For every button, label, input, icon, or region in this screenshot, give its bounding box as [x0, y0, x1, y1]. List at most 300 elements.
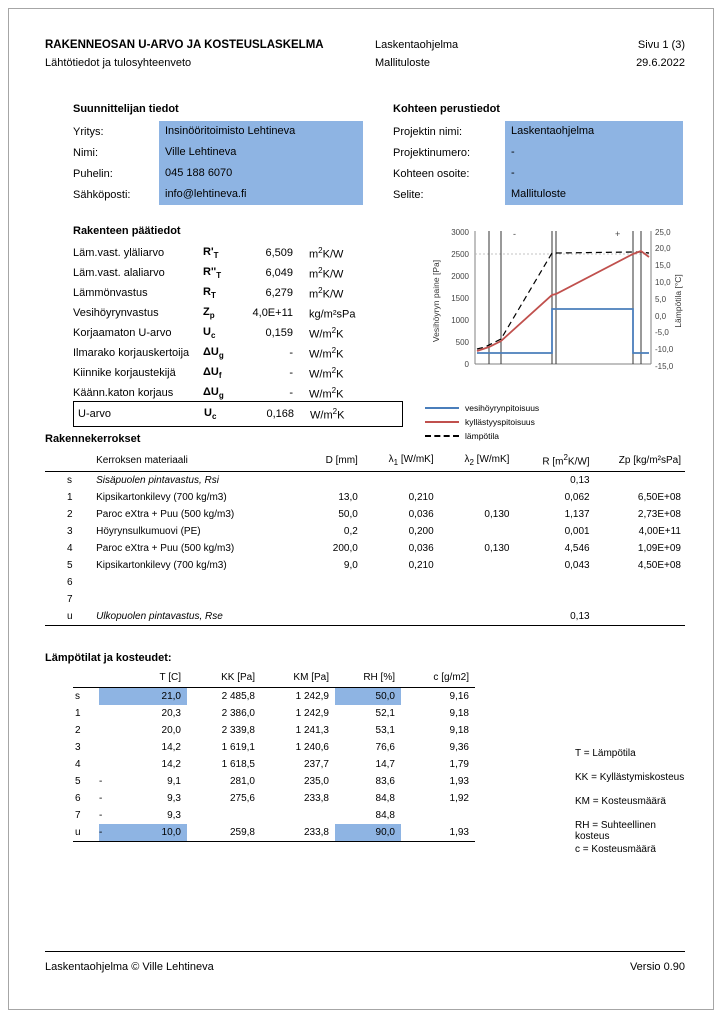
series-lampotila: [477, 252, 649, 349]
col-kk: KK [Pa]: [221, 672, 255, 684]
legend-item-temperature: [425, 429, 687, 443]
col-sign: [99, 670, 121, 688]
row-kk: 2 485,8: [187, 688, 261, 706]
layer-lambda1: [362, 472, 438, 490]
col-index: [73, 670, 99, 688]
row-c: 9,18: [449, 725, 469, 737]
layer-thickness: 50,0: [338, 509, 358, 521]
table-row: [73, 790, 475, 807]
row-index: 5: [75, 776, 81, 788]
row-kk: 2 386,0: [221, 708, 255, 720]
legend-swatch-blue: [425, 407, 459, 409]
row-inverted-roof-correction: [73, 383, 403, 403]
project-description-field[interactable]: Mallituloste: [505, 184, 683, 205]
u-value-value: 0,168: [266, 408, 294, 420]
u-value-symbol: $U_c$: [204, 406, 217, 422]
row-sign: [99, 722, 121, 739]
row-kk: 1 618,5: [221, 759, 255, 771]
row-thermal-resistance: [73, 283, 403, 303]
legend-def-t: T = Lämpötila: [575, 748, 636, 760]
project-info-title: Kohteen perustiedot: [393, 103, 500, 115]
col-thickness: D [mm]: [293, 451, 362, 472]
row-c: 9,36: [449, 742, 469, 754]
table-row: [45, 489, 685, 506]
row-temperature: 9,1: [167, 776, 181, 788]
row-km: [261, 807, 335, 824]
layer-resistance: 0,13: [570, 475, 590, 487]
row-c: 1,93: [401, 824, 475, 842]
table-header-row: [73, 670, 475, 688]
layer-resistance: 0,043: [564, 560, 590, 572]
table-row: [45, 506, 685, 523]
row-temperature: 20,3: [161, 708, 181, 720]
layer-lambda2: 0,130: [484, 543, 510, 555]
chart-plus-sign: +: [615, 229, 621, 239]
table-row: [45, 472, 685, 490]
col-lambda2: $\lambda_2$ [W/mK]: [438, 451, 514, 472]
symbol: $\Delta U_g$: [203, 345, 224, 361]
table-row: [73, 824, 475, 842]
layer-index: 6: [67, 577, 73, 589]
project-number-field[interactable]: -: [505, 142, 683, 163]
document-page: [8, 8, 714, 1010]
value: -: [289, 347, 293, 359]
layers-table: [45, 451, 685, 626]
header-left: [45, 39, 375, 69]
value: 6,049: [265, 267, 293, 279]
layer-lambda2: [438, 591, 514, 608]
legend-item-vapour: [425, 401, 687, 415]
layer-resistance: 0,062: [564, 492, 590, 504]
header-middle: [375, 39, 575, 69]
col-material: Kerroksen materiaali: [92, 451, 293, 472]
row-index: 4: [75, 759, 81, 771]
col-resistance: R $[m^2K/W]$: [513, 451, 593, 472]
layer-lambda1: [362, 574, 438, 591]
layer-thickness: [293, 472, 362, 490]
label: Sähköposti:: [73, 188, 131, 201]
project-row-description: [393, 184, 683, 205]
layer-lambda2: [438, 523, 514, 540]
row-temperature: 10,0: [121, 824, 187, 842]
layer-zp: 4,00E+11: [638, 526, 681, 538]
layer-thickness: [293, 608, 362, 626]
row-km: 1 242,9: [295, 708, 329, 720]
layer-zp: 6,50E+08: [637, 492, 681, 504]
layer-lambda2: [438, 574, 514, 591]
value: 6,509: [265, 247, 293, 259]
layer-thickness: 200,0: [332, 543, 358, 555]
unit: $W/m^2K$: [309, 325, 344, 341]
layers-section: [45, 433, 685, 626]
layer-material: Paroc eXtra + Puu (500 kg/m3): [96, 543, 235, 555]
project-row-address: [393, 163, 683, 184]
document-type: Mallituloste: [375, 57, 431, 69]
symbol: $\Delta U_f$: [203, 365, 222, 381]
layer-lambda1: 0,036: [408, 509, 434, 521]
row-kk: [187, 807, 261, 824]
col-c: c [g/m2]: [433, 672, 469, 684]
chart-svg: [425, 221, 687, 421]
layer-zp: [594, 591, 685, 608]
document-footer: [45, 961, 685, 973]
row-index: u: [73, 824, 99, 842]
layer-boundaries: [489, 231, 641, 364]
symbol: $R'_T$: [203, 245, 219, 261]
row-rh: 84,8: [375, 810, 395, 822]
y-right-axis-title: Lämpötila [°C]: [673, 274, 683, 328]
layer-material: Paroc eXtra + Puu (500 kg/m3): [96, 509, 235, 521]
layer-thickness: [293, 591, 362, 608]
layer-lambda2: [438, 472, 514, 490]
row-c: 9,16: [401, 688, 475, 706]
temperatures-title: Lämpötilat ja kosteudet:: [45, 652, 172, 665]
row-kk: 1 619,1: [221, 742, 255, 754]
row-km: 1 240,6: [295, 742, 329, 754]
y-right-tick: 20,0: [655, 244, 671, 253]
row-kk: 281,0: [229, 776, 255, 788]
row-km: 233,8: [261, 824, 335, 842]
legend-def-kk: KK = Kyllästymiskosteus: [575, 772, 685, 784]
y-right-tick: -10,0: [655, 345, 674, 354]
y-left-tick: 2500: [451, 250, 469, 259]
unit: $m^2K/W$: [309, 245, 344, 261]
row-fastener-correction: [73, 363, 403, 383]
table-row: [45, 574, 685, 591]
name-field[interactable]: Ville Lehtineva: [159, 142, 363, 163]
layer-lambda2: [438, 557, 514, 574]
y-left-tick: 3000: [451, 228, 469, 237]
layer-lambda2: [438, 608, 514, 626]
temperatures-section: [45, 652, 685, 856]
col-lambda1: $\lambda_1$ [W/mK]: [362, 451, 438, 472]
value: -: [289, 387, 293, 399]
row-km: 235,0: [303, 776, 329, 788]
label: Kiinnike korjaustekijä: [73, 367, 176, 379]
row-temperature: 9,3: [167, 793, 181, 805]
row-r-lower: [73, 263, 403, 283]
designer-info: [73, 103, 363, 205]
layer-material: [92, 591, 293, 608]
u-value-unit: $W/m^2K$: [310, 406, 345, 422]
label: Projektin nimi:: [393, 125, 463, 138]
layer-lambda1: [362, 591, 438, 608]
col-temperature: T [C]: [159, 672, 181, 684]
label: Projektinumero:: [393, 146, 471, 159]
table-row: [73, 705, 475, 722]
row-rh: 50,0: [335, 688, 401, 706]
designer-row-email: [73, 184, 363, 205]
layer-resistance: [513, 591, 593, 608]
table-row: [73, 756, 475, 773]
label: Korjaamaton U-arvo: [73, 327, 172, 339]
row-index: s: [73, 688, 99, 706]
row-sign: -: [99, 776, 103, 788]
col-rh: RH [%]: [363, 672, 395, 684]
row-c: 1,93: [449, 776, 469, 788]
layer-index: s: [67, 475, 72, 487]
row-km: 233,8: [303, 793, 329, 805]
layer-lambda2: [438, 489, 514, 506]
layer-zp: [594, 472, 685, 490]
unit: $m^2K/W$: [309, 265, 344, 281]
page-number: Sivu 1 (3): [637, 39, 685, 51]
layer-lambda1: 0,036: [408, 543, 434, 555]
label: Läm.vast. yläliarvo: [73, 247, 165, 259]
legend-def-rh: RH = Suhteellinen kosteus: [575, 820, 656, 843]
row-r-upper: [73, 243, 403, 263]
row-kk: 259,8: [187, 824, 261, 842]
value: 4,0E+11: [252, 307, 293, 319]
row-c: 1,92: [449, 793, 469, 805]
label: Lämmönvastus: [73, 287, 148, 299]
layer-index: 2: [67, 509, 73, 521]
project-row-name: [393, 121, 683, 142]
y-left-tick: 500: [455, 338, 469, 347]
row-c: 9,18: [449, 708, 469, 720]
footer-copyright: Laskentaohjelma © Ville Lehtineva: [45, 961, 214, 973]
table-row: [73, 688, 475, 706]
col-index: [45, 451, 92, 472]
layer-zp: 4,50E+08: [637, 560, 681, 572]
y-right-tick: -5,0: [655, 328, 669, 337]
layer-zp: 2,73E+08: [637, 509, 681, 521]
legend-label: kyllästyyspitoisuus: [465, 417, 535, 427]
structure-main-data: [73, 225, 403, 403]
page-title: RAKENNEOSAN U-ARVO JA KOSTEUSLASKELMA: [45, 39, 324, 51]
y-left-tick: 1500: [451, 294, 469, 303]
project-name-field[interactable]: Laskentaohjelma: [505, 121, 683, 142]
layer-thickness: [293, 574, 362, 591]
label: Käänn.katon korjaus: [73, 387, 174, 399]
row-kk: 275,6: [229, 793, 255, 805]
layer-thickness: 0,2: [343, 526, 358, 538]
u-value-label: U-arvo: [78, 408, 112, 420]
layer-material: [92, 574, 293, 591]
row-kk: 2 339,8: [221, 725, 255, 737]
layer-material: Kipsikartonkilevy (700 kg/m3): [96, 560, 227, 572]
layer-lambda1: 0,210: [408, 560, 434, 572]
designer-row-name: [73, 142, 363, 163]
row-km: 1 242,9: [261, 688, 335, 706]
legend-item-saturation: [425, 415, 687, 429]
table-header-row: [45, 451, 685, 472]
row-rh: 53,1: [375, 725, 395, 737]
symbol: $\Delta U_g$: [203, 385, 224, 401]
label: Läm.vast. alaliarvo: [73, 267, 165, 279]
layers-title: Rakennekerrokset: [45, 433, 141, 445]
row-temperature: 14,2: [161, 742, 181, 754]
row-temperature: 21,0: [121, 688, 187, 706]
legend-label: lämpötila: [465, 431, 500, 441]
project-row-number: [393, 142, 683, 163]
row-index: 6: [75, 793, 81, 805]
legend-swatch-red: [425, 421, 459, 423]
label: Ilmarako korjauskertoija: [73, 347, 190, 359]
layer-index: 4: [67, 543, 73, 555]
legend-label: vesihöyrynpitoisuus: [465, 403, 540, 413]
label: Nimi:: [73, 146, 99, 159]
y-left-tick: 0: [464, 360, 469, 369]
row-index: 3: [75, 742, 81, 754]
info-section: [45, 103, 685, 209]
designer-row-phone: [73, 163, 363, 184]
row-rh: 83,6: [375, 776, 395, 788]
table-row: [73, 722, 475, 739]
col-zp: Zp [kg/m²sPa]: [594, 451, 685, 472]
col-km: KM [Pa]: [293, 672, 329, 684]
symbol: $R''_T$: [203, 265, 222, 281]
program-name: Laskentaohjelma: [375, 39, 459, 51]
y-right-tick: 15,0: [655, 261, 671, 270]
label: Selite:: [393, 188, 424, 201]
row-sign: [99, 756, 121, 773]
row-sign: -: [99, 824, 121, 842]
designer-info-title: Suunnittelijan tiedot: [73, 103, 179, 115]
value: 0,159: [265, 327, 293, 339]
layer-index: 5: [67, 560, 73, 572]
layer-lambda1: [362, 608, 438, 626]
abbreviation-legend: [575, 748, 685, 868]
y-right-tick: 10,0: [655, 278, 671, 287]
y-right-tick: -15,0: [655, 362, 674, 371]
unit: $W/m^2K$: [309, 385, 344, 401]
value: -: [289, 367, 293, 379]
project-address-field[interactable]: -: [505, 163, 683, 184]
y-right-tick: 5,0: [655, 295, 667, 304]
table-row: [45, 523, 685, 540]
document-header: [45, 39, 685, 69]
company-field[interactable]: Insinööritoimisto Lehtineva: [159, 121, 363, 142]
layer-zp: [594, 608, 685, 626]
y-right-tick: 0,0: [655, 312, 667, 321]
row-c: [401, 807, 475, 824]
row-index: 1: [75, 708, 81, 720]
unit: kg/m²sPa: [309, 308, 356, 321]
designer-row-company: [73, 121, 363, 142]
row-uncorrected-u: [73, 323, 403, 343]
phone-field[interactable]: 045 188 6070: [159, 163, 363, 184]
row-temperature: 9,3: [167, 810, 181, 822]
layer-index: 7: [67, 594, 73, 606]
table-row: [73, 739, 475, 756]
row-km: 237,7: [303, 759, 329, 771]
row-rh: 84,8: [375, 793, 395, 805]
layer-resistance: 0,001: [564, 526, 590, 538]
symbol: $Z_p$: [203, 305, 215, 321]
unit: $m^2K/W$: [309, 285, 344, 301]
layer-thickness: 9,0: [343, 560, 358, 572]
legend-def-km: KM = Kosteusmäärä: [575, 796, 666, 808]
layer-material: Kipsikartonkilevy (700 kg/m3): [96, 492, 227, 504]
row-index: 2: [75, 725, 81, 737]
legend-swatch-dashed: [425, 435, 459, 437]
unit: $W/m^2K$: [309, 365, 344, 381]
layer-index: u: [45, 608, 92, 626]
y-left-axis-title: Vesihöyryn paine [Pa]: [431, 259, 441, 343]
layer-material: Höyrynsulkumuovi (PE): [96, 526, 201, 538]
row-rh: 14,7: [375, 759, 395, 771]
footer-rule: [45, 951, 685, 952]
layer-material: Sisäpuolen pintavastus, Rsi: [96, 475, 219, 487]
symbol: $R_T$: [203, 285, 216, 301]
document-body: [45, 39, 685, 856]
layer-resistance: 4,546: [564, 543, 590, 555]
label: Yritys:: [73, 125, 104, 138]
row-sign: [99, 705, 121, 722]
layer-zp: [594, 574, 685, 591]
label: Puhelin:: [73, 167, 113, 180]
row-temperature: 14,2: [161, 759, 181, 771]
symbol: $U_c$: [203, 325, 216, 341]
u-value-result-box: [73, 401, 403, 427]
row-rh: 52,1: [375, 708, 395, 720]
layer-resistance: 0,13: [513, 608, 593, 626]
layer-material: Ulkopuolen pintavastus, Rse: [92, 608, 293, 626]
row-temperature: 20,0: [161, 725, 181, 737]
document-date: 29.6.2022: [636, 57, 685, 69]
row-index: 7: [75, 810, 81, 822]
row-vapour-resistance: [73, 303, 403, 323]
row-km: 1 241,3: [295, 725, 329, 737]
layer-thickness: 13,0: [338, 492, 358, 504]
y-left-tick: 1000: [451, 316, 469, 325]
row-sign: [99, 739, 121, 756]
layer-index: 3: [67, 526, 73, 538]
page-subtitle: Lähtötiedot ja tulosyhteenveto: [45, 57, 192, 69]
table-row: [45, 591, 685, 608]
layer-resistance: [513, 574, 593, 591]
temperatures-table: [73, 670, 475, 842]
row-c: 1,79: [449, 759, 469, 771]
y-right-tick: 25,0: [655, 228, 671, 237]
moisture-chart: [425, 221, 687, 431]
value: 6,279: [265, 287, 293, 299]
row-airgap-correction: [73, 343, 403, 363]
table-row: [45, 540, 685, 557]
y-left-tick: 2000: [451, 272, 469, 281]
header-right: [575, 39, 685, 69]
table-row: [73, 807, 475, 824]
structure-main-data-title: Rakenteen päätiedot: [73, 225, 181, 237]
unit: $W/m^2K$: [309, 345, 344, 361]
project-info: [393, 103, 683, 205]
label: Vesihöyrynvastus: [73, 307, 159, 319]
layer-zp: 1,09E+09: [637, 543, 681, 555]
table-row: [73, 773, 475, 790]
row-rh: 76,6: [375, 742, 395, 754]
legend-def-c: c = Kosteusmäärä: [575, 844, 656, 856]
label: Kohteen osoite:: [393, 167, 470, 180]
row-sign: -: [99, 793, 103, 805]
chart-minus-sign: -: [513, 229, 516, 239]
email-field[interactable]: info@lehtineva.fi: [159, 184, 363, 205]
layer-index: 1: [67, 492, 73, 504]
layer-lambda1: 0,210: [408, 492, 434, 504]
series-kyllastyyspitoisuus: [477, 251, 649, 351]
row-sign: [99, 688, 121, 706]
footer-version: Versio 0.90: [629, 961, 685, 973]
row-sign: -: [99, 810, 103, 822]
layer-lambda2: 0,130: [484, 509, 510, 521]
row-rh: 90,0: [335, 824, 401, 842]
chart-legend: [425, 401, 687, 443]
layer-resistance: 1,137: [564, 509, 590, 521]
series-vesihoyrynpitoisuus: [477, 309, 649, 353]
layer-lambda1: 0,200: [408, 526, 434, 538]
table-row: [45, 557, 685, 574]
table-row: [45, 608, 685, 626]
